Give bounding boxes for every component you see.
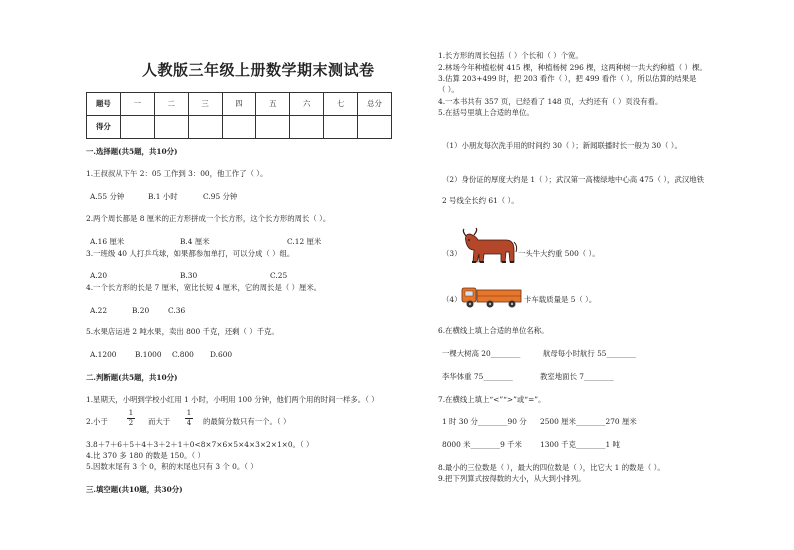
question-text: 4.比 370 多 180 的数是 150。（ ）: [86, 451, 205, 460]
question-number: （3）: [442, 249, 462, 258]
fill-item: 一棵大树高 20________: [442, 349, 521, 358]
question-text: 2.两个周长都是 8 厘米的正方形拼成一个长方形，这个长方形的周长（ ）。: [86, 214, 331, 223]
score-cell[interactable]: [256, 116, 290, 139]
question-text: （ ）。: [438, 85, 459, 94]
fill-item: 8000 米________9 千米: [442, 440, 522, 449]
question-text: 2.林场今年种植松树 415 棵，种植杨树 296 棵，这两种树一共大约种植（ ）棵。: [438, 63, 707, 72]
score-header-cell: 七: [324, 93, 358, 116]
question-text: 5.水果店运进 2 吨水果，卖出 800 千克，还剩（ ）千克。: [86, 327, 279, 336]
fill-item: 李华体重 75________: [442, 372, 513, 381]
question-text: 3.估算 203+499 时，把 203 看作（ ），把 499 看作（ ），所以估算的结果是: [438, 74, 697, 83]
option-text: C.800: [172, 350, 194, 359]
score-header-cell: 六: [290, 93, 324, 116]
question-text: 4.一个长方形的长是 7 厘米，宽比长短 4 厘米，它的周长是（ ）厘米。: [86, 283, 322, 292]
score-row-label: 得分: [87, 116, 121, 139]
fill-item: 教室地面长 7________: [540, 372, 614, 381]
fraction-one-quarter: [184, 410, 194, 427]
question-text: 1.星期天，小明到学校小红用 1 小时，小明用 100 分钟，他们两个用的时间一样多。（ ）: [86, 395, 379, 404]
score-header-cell: 二: [154, 93, 188, 116]
question-text: 5.因数末尾有 3 个 0，积的末尾也只有 3 个 0。（ ）: [86, 462, 258, 471]
score-cell[interactable]: [324, 116, 358, 139]
score-cell[interactable]: [358, 116, 392, 139]
score-cell[interactable]: [120, 116, 154, 139]
option-text: C.95 分钟: [203, 192, 238, 201]
fill-item: 1300 千克________1 吨: [540, 440, 620, 449]
question-text: （1）小朋友每次洗手用的时间约 30（ ）；新闻联播时长一般为 30（ ）。: [442, 141, 682, 150]
question-text: 8.最小的三位数是（ ），最大的四位数是（ ），比它大 1 的数是（ ）。: [438, 463, 665, 472]
option-text: A.16 厘米: [90, 237, 125, 246]
score-header-cell: 四: [222, 93, 256, 116]
question-text: 6.在横线上填上合适的单位名称。: [438, 326, 549, 335]
section-heading-choice: 一.选择题(共5题，共10分): [86, 147, 178, 156]
option-text: A.55 分钟: [90, 192, 125, 201]
question-text: （2）身份证的厚度大约是 1（ ）；武汉第一高楼绿地中心高 475（ ），武汉地铁: [442, 175, 705, 184]
fraction-denominator: 2: [128, 419, 134, 427]
score-cell[interactable]: [222, 116, 256, 139]
option-text: A.1200: [90, 350, 117, 359]
question-text: 3.一班级 40 人打乒乓球，如果都参加单打，可以分成（ ）组。: [86, 249, 295, 258]
score-header-cell: 总分: [358, 93, 392, 116]
question-text: 4.一本书共有 357 页，已经看了 148 页，大约还有（ ）页没有看。: [438, 97, 663, 106]
score-header-cell: 一: [120, 93, 154, 116]
fill-item: 2500 厘米________270 厘米: [540, 417, 637, 426]
question-text: 而大于: [148, 417, 171, 426]
score-cell[interactable]: [154, 116, 188, 139]
fraction-numerator: 1: [186, 409, 192, 417]
question-number: （4）: [442, 295, 462, 304]
question-text: 的最简分数只有一个。（ ）: [203, 417, 291, 426]
fill-item: 1 时 30 分________90 分: [442, 417, 527, 426]
option-text: B.4 厘米: [180, 237, 210, 246]
question-text: 1.王叔叔从下午 2：05 工作到 3：00，他工作了（ ）。: [86, 169, 268, 178]
question-text: 3.8＋7＋6＋5＋4＋3＋2＋1＋0<8×7×6×5×4×3×2×1×0。（ ）: [86, 440, 314, 449]
section-heading-fill: 三.填空题(共10题，共30分): [86, 485, 183, 494]
truck-icon: [462, 284, 522, 310]
question-text: 1.长方形的周长包括（ ）个长和（ ）个宽。: [438, 51, 583, 60]
score-header-cell: 题号: [87, 93, 121, 116]
option-text: C.12 厘米: [287, 237, 322, 246]
score-cell[interactable]: [188, 116, 222, 139]
score-table-header-row: [87, 93, 392, 116]
option-text: D.600: [210, 350, 233, 359]
option-text: B.1000: [135, 350, 162, 359]
section-heading-judge: 二.判断题(共5题，共10分): [86, 373, 178, 382]
option-text: B.30: [180, 271, 198, 280]
question-text: 一头牛大约重 500（ ）。: [518, 249, 600, 258]
question-text: 7.在横线上填上“<”“>”或“=”。: [438, 395, 546, 404]
option-text: C.25: [270, 271, 288, 280]
fill-item: 航母每小时航行 55________: [543, 349, 637, 358]
question-text: 9.把下列算式按得数的大小，从大到小排列。: [438, 474, 586, 483]
question-text: 2.小于: [86, 417, 108, 426]
fraction-one-half: [126, 410, 136, 427]
question-text: 2 号线全长约 61（ ）。: [442, 196, 519, 205]
option-text: A.20: [90, 271, 108, 280]
option-text: C.36: [168, 306, 186, 315]
score-header-cell: 三: [188, 93, 222, 116]
score-cell[interactable]: [290, 116, 324, 139]
question-text: 卡车载质量是 5（ ）。: [524, 295, 597, 304]
score-table-score-row: [87, 116, 392, 139]
score-table: [86, 92, 392, 139]
page-title: 人教版三年级上册数学期末测试卷: [142, 61, 375, 79]
option-text: B.1 小时: [148, 192, 178, 201]
question-text: 5.在括号里填上合适的单位。: [438, 108, 534, 117]
score-header-cell: 五: [256, 93, 290, 116]
option-text: B.20: [132, 306, 150, 315]
fraction-denominator: 4: [186, 419, 192, 427]
option-text: A.22: [90, 306, 108, 315]
fraction-numerator: 1: [128, 409, 134, 417]
cow-icon: [460, 228, 518, 268]
